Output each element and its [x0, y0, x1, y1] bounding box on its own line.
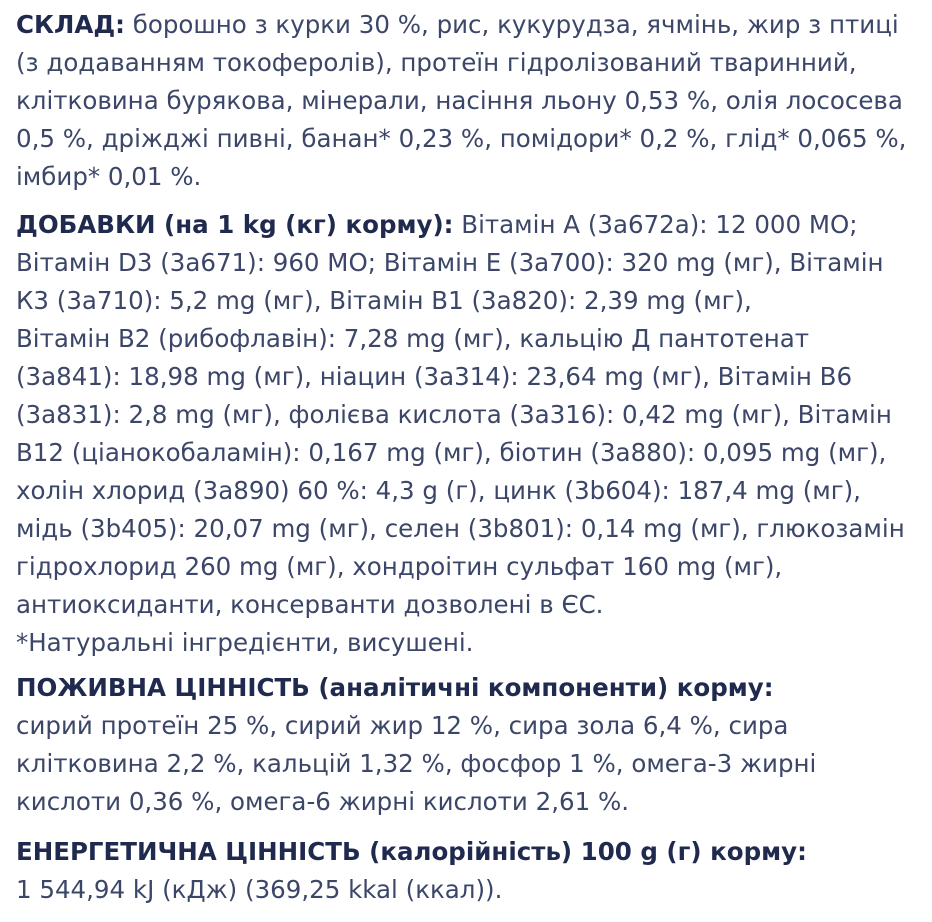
composition-line: 0,5 %, дріжджі пивні, банан* 0,23 %, помідори* 0,2 %, глід* 0,065 %, [16, 124, 907, 153]
composition-section [16, 6, 906, 196]
additives-section [16, 206, 905, 662]
additives-text: Вітамін А (3а672а): 12 000 МО; [453, 210, 858, 239]
composition-line: клітковина бурякова, мінерали, насіння льону 0,53 %, олія лососева [16, 86, 903, 115]
additives-line: (3а831): 2,8 mg (мг), фолієва кислота (3а316): 0,42 mg (мг), Вітамін [16, 400, 892, 429]
additives-line: холін хлорид (3а890) 60 %: 4,3 g (г), цинк (3b604): 187,4 mg (мг), [16, 476, 861, 505]
energy-line: 1 544,94 kJ (кДж) (369,25 kkal (ккал)). [16, 875, 503, 904]
composition-line: імбир* 0,01 %. [16, 162, 202, 191]
additives-line: Вітамін D3 (3а671): 960 МО; Вітамін Е (3а700): 320 mg (мг), Вітамін [16, 248, 884, 277]
additives-line: гідрохлорид 260 mg (мг), хондроітин сульфат 160 mg (мг), [16, 552, 783, 581]
additives-line [16, 206, 905, 244]
additives-line: мідь (3b405): 20,07 mg (мг), селен (3b801): 0,14 mg (мг), глюкозамін [16, 514, 905, 543]
energy-heading: ЕНЕРГЕТИЧНА ЦІННІСТЬ (калорійність) 100 g (г) корму: [16, 837, 807, 866]
nutrition-line: клітковина 2,2 %, кальцій 1,32 %, фосфор 1 %, омега-3 жирні [16, 749, 817, 778]
additives-line: антиоксиданти, консерванти дозволені в ЄС. [16, 590, 604, 619]
nutrition-line: сирий протеїн 25 %, сирий жир 12 %, сира зола 6,4 %, сира [16, 711, 789, 740]
additives-line: В12 (ціанокобаламін): 0,167 mg (мг), біотин (3а880): 0,095 mg (мг), [16, 438, 887, 467]
nutrition-section [16, 669, 816, 821]
energy-section [16, 833, 807, 909]
composition-text: борошно з курки 30 %, рис, кукурудза, ячмінь, жир з птиці [124, 10, 899, 39]
nutrition-line: кислоти 0,36 %, омега-6 жирні кислоти 2,61 %. [16, 787, 630, 816]
additives-line: Вітамін В2 (рибофлавін): 7,28 mg (мг), кальцію Д пантотенат [16, 324, 810, 353]
additives-line: К3 (3а710): 5,2 mg (мг), Вітамін В1 (3а820): 2,39 mg (мг), [16, 286, 752, 315]
additives-footnote: *Натуральні інгредієнти, висушені. [16, 628, 474, 657]
composition-line: (з додаванням токоферолів), протеїн гідролізований тваринний, [16, 48, 857, 77]
additives-line: (3а841): 18,98 mg (мг), ніацин (3а314): 23,64 mg (мг), Вітамін В6 [16, 362, 853, 391]
additives-heading: ДОБАВКИ (на 1 kg (кг) корму): [16, 210, 454, 239]
nutrition-heading: ПОЖИВНА ЦІННІСТЬ (аналітичні компоненти) корму: [16, 673, 774, 702]
composition-heading: СКЛАД: [16, 10, 125, 39]
composition-line [16, 6, 906, 44]
